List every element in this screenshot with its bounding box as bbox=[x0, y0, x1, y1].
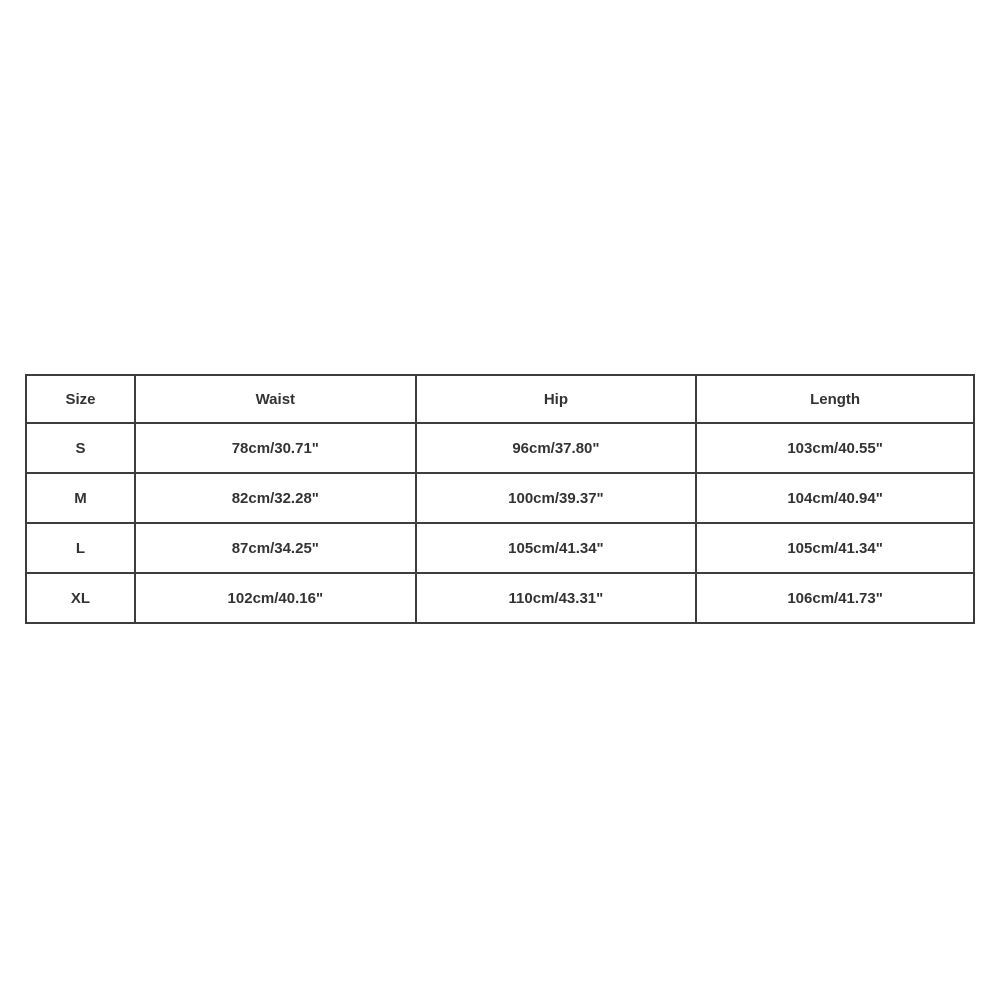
cell-waist-m: 82cm/32.28" bbox=[135, 473, 416, 523]
header-row bbox=[26, 375, 974, 423]
cell-hip-m: 100cm/39.37" bbox=[416, 473, 697, 523]
cell-size-m: M bbox=[26, 473, 135, 523]
size-chart-body bbox=[26, 423, 974, 623]
table-row bbox=[26, 523, 974, 573]
cell-length-m: 104cm/40.94" bbox=[696, 473, 974, 523]
header-cell-waist: Waist bbox=[135, 375, 416, 423]
table-row bbox=[26, 423, 974, 473]
cell-size-xl: XL bbox=[26, 573, 135, 623]
cell-hip-l: 105cm/41.34" bbox=[416, 523, 697, 573]
cell-hip-xl: 110cm/43.31" bbox=[416, 573, 697, 623]
cell-size-s: S bbox=[26, 423, 135, 473]
header-cell-size: Size bbox=[26, 375, 135, 423]
cell-waist-s: 78cm/30.71" bbox=[135, 423, 416, 473]
cell-hip-s: 96cm/37.80" bbox=[416, 423, 697, 473]
cell-size-l: L bbox=[26, 523, 135, 573]
table-row bbox=[26, 573, 974, 623]
cell-length-xl: 106cm/41.73" bbox=[696, 573, 974, 623]
cell-waist-l: 87cm/34.25" bbox=[135, 523, 416, 573]
cell-length-l: 105cm/41.34" bbox=[696, 523, 974, 573]
header-cell-hip: Hip bbox=[416, 375, 697, 423]
cell-waist-xl: 102cm/40.16" bbox=[135, 573, 416, 623]
table-row bbox=[26, 473, 974, 523]
size-chart-table bbox=[25, 374, 975, 624]
header-cell-length: Length bbox=[696, 375, 974, 423]
cell-length-s: 103cm/40.55" bbox=[696, 423, 974, 473]
size-chart-header bbox=[26, 375, 974, 423]
